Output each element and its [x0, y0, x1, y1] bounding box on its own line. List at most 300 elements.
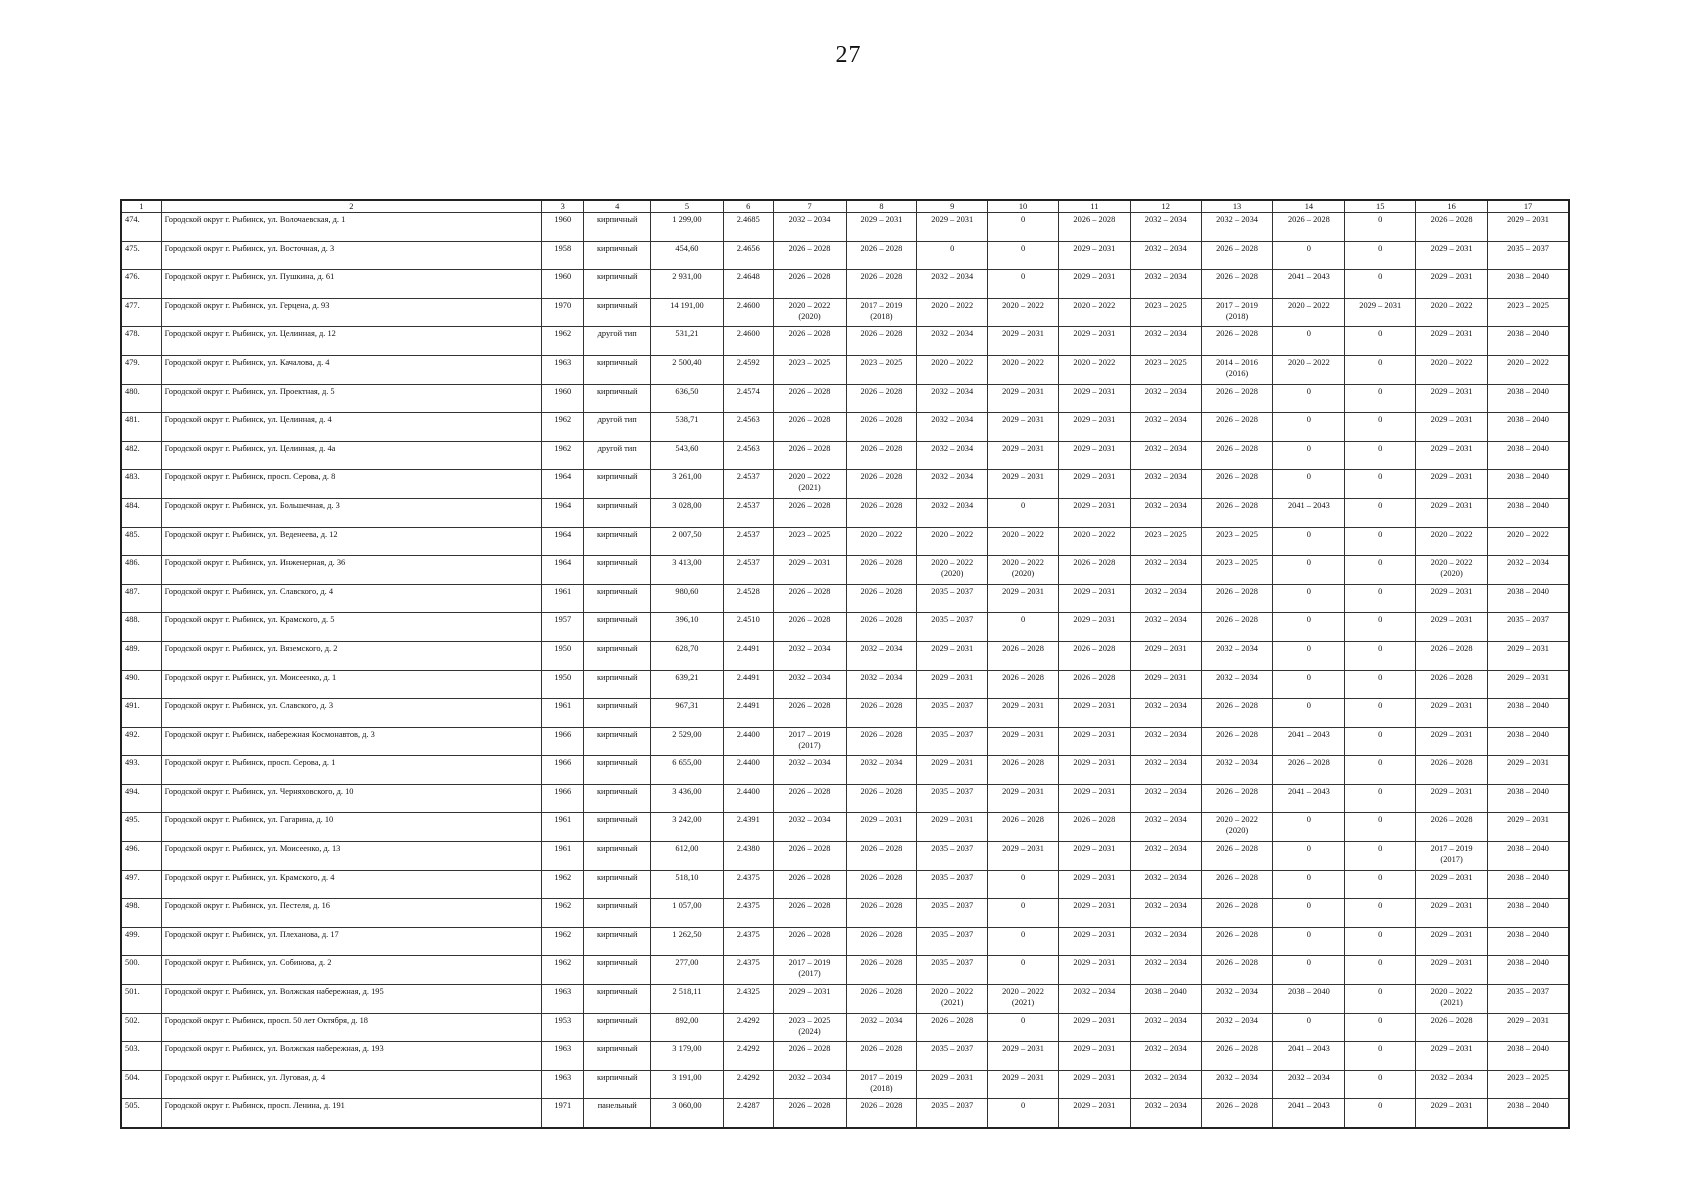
cell-value: кирпичный: [596, 529, 638, 539]
registry-table-container: [120, 199, 1570, 1129]
cell-value: 2020 – 2022: [931, 357, 974, 367]
period-cell-col-13: [1201, 584, 1273, 613]
cell-value: 0: [1306, 958, 1311, 968]
area-cell: [650, 1013, 723, 1042]
period-cell-col-7: [773, 985, 846, 1014]
cell-value: 2029 – 2031: [1073, 786, 1116, 796]
cell-value: 2035 – 2037: [931, 615, 974, 625]
cell-value: 2.4375: [736, 929, 760, 939]
row-number-cell: [121, 870, 161, 899]
period-cell-col-13: [1201, 1070, 1273, 1099]
period-cell-col-12: [1130, 1099, 1201, 1128]
cell-value: 2035 – 2037: [931, 1044, 974, 1054]
build-year-cell: [542, 1070, 584, 1099]
cell-value: 2026 – 2028: [860, 1101, 903, 1111]
period-cell-col-11: [1058, 699, 1130, 728]
period-cell-col-15: [1345, 384, 1416, 413]
period-cell-col-17: [1488, 298, 1570, 327]
cell-value: 3 179,00: [672, 1044, 702, 1054]
cell-value: 2026 – 2028: [1216, 929, 1258, 939]
period-cell-col-9: [917, 1042, 988, 1071]
cell-value: 0: [1378, 758, 1383, 768]
area-cell: [650, 355, 723, 384]
period-cell-col-14: [1273, 527, 1345, 556]
cell-value: 504.: [125, 1072, 140, 1082]
period-cell-col-10: [988, 355, 1059, 384]
period-cell-col-11: [1058, 927, 1130, 956]
build-year-cell: [542, 956, 584, 985]
table-row: [121, 441, 1569, 470]
period-cell-col-12: [1130, 413, 1201, 442]
cell-value: кирпичный: [596, 558, 638, 568]
cell-value: 2020 – 2022: [1002, 529, 1044, 539]
row-number-cell: [121, 641, 161, 670]
period-cell-col-7: [773, 498, 846, 527]
cell-value: 2.4375: [736, 958, 760, 968]
cell-value: 2020 – 2022: [1073, 529, 1116, 539]
address-cell: [161, 556, 541, 585]
cell-value: 2029 – 2031: [788, 558, 831, 568]
cell-value: 2020 – 2022: [1216, 815, 1258, 825]
period-cell-col-13: [1201, 527, 1273, 556]
cell-value: 2038 – 2040: [1507, 786, 1549, 796]
cell-value: 2023 – 2025: [788, 529, 831, 539]
period-cell-col-8: [846, 870, 917, 899]
period-cell-col-9: [917, 784, 988, 813]
period-cell-col-11: [1058, 813, 1130, 842]
cell-value: Городской округ г. Рыбинск, ул. Славского, д. 4: [164, 586, 334, 596]
cell-value: 2026 – 2028: [860, 386, 903, 396]
period-cell-col-14: [1273, 813, 1345, 842]
address-cell: [161, 613, 541, 642]
period-cell-col-11: [1058, 985, 1130, 1014]
period-cell-col-8: [846, 270, 917, 299]
cell-value: 980,60: [675, 586, 699, 596]
period-cell-col-16: [1416, 298, 1488, 327]
cell-value: 0: [950, 243, 955, 253]
cell-value: 0: [1020, 243, 1026, 253]
cell-value: 474.: [125, 215, 140, 224]
cell-value: 1961: [554, 815, 572, 825]
period-cell-col-13: [1201, 1099, 1273, 1128]
cell-value: Городской округ г. Рыбинск, просп. Серова, д. 1: [164, 758, 336, 768]
cell-value: 2023 – 2025: [1144, 529, 1187, 539]
address-cell: [161, 727, 541, 756]
cell-value: 2026 – 2028: [860, 901, 903, 911]
period-cell-col-16: [1416, 813, 1488, 842]
period-cell-col-10: [988, 956, 1059, 985]
period-cell-col-16: [1416, 584, 1488, 613]
period-cell-col-15: [1345, 927, 1416, 956]
period-cell-col-11: [1058, 270, 1130, 299]
cell-value: 483.: [125, 472, 140, 482]
cell-value: 2017 – 2019: [1430, 844, 1473, 854]
period-cell-col-8: [846, 441, 917, 470]
period-cell-col-13: [1201, 213, 1273, 242]
period-cell-col-7: [773, 756, 846, 785]
cell-value: 2029 – 2031: [931, 672, 974, 682]
row-number-cell: [121, 1013, 161, 1042]
period-cell-col-13: [1201, 956, 1273, 985]
wall-material-cell: [584, 1013, 651, 1042]
cell-value: 0: [1306, 615, 1311, 625]
period-cell-col-7: [773, 384, 846, 413]
cell-value: кирпичный: [596, 1072, 638, 1082]
cell-value: 2029 – 2031: [1002, 472, 1044, 482]
priority-index-cell: [723, 556, 773, 585]
address-cell: [161, 899, 541, 928]
period-cell-col-10: [988, 613, 1059, 642]
period-cell-col-7: [773, 727, 846, 756]
cell-value: 2038 – 2040: [1507, 958, 1549, 968]
period-cell-col-15: [1345, 956, 1416, 985]
row-number-cell: [121, 270, 161, 299]
cell-value: 2026 – 2028: [788, 872, 831, 882]
period-cell-col-11: [1058, 413, 1130, 442]
cell-value: 2032 – 2034: [1507, 558, 1549, 568]
area-cell: [650, 441, 723, 470]
cell-value: 475.: [125, 243, 140, 253]
period-cell-col-15: [1345, 527, 1416, 556]
period-cell-col-17: [1488, 1013, 1570, 1042]
cell-note: (2020): [1440, 569, 1463, 579]
build-year-cell: [542, 498, 584, 527]
cell-value: 488.: [125, 615, 140, 625]
period-cell-col-13: [1201, 298, 1273, 327]
period-cell-col-16: [1416, 327, 1488, 356]
cell-value: 2026 – 2028: [788, 386, 831, 396]
cell-value: 2032 – 2034: [1144, 701, 1187, 711]
cell-value: Городской округ г. Рыбинск, ул. Восточная, д. 3: [164, 243, 335, 253]
period-cell-col-7: [773, 213, 846, 242]
cell-value: 2035 – 2037: [931, 958, 974, 968]
address-cell: [161, 670, 541, 699]
address-cell: [161, 1013, 541, 1042]
cell-value: 0: [1378, 243, 1383, 253]
cell-value: 14 191,00: [670, 300, 704, 310]
period-cell-col-16: [1416, 1013, 1488, 1042]
cell-value: кирпичный: [596, 643, 638, 653]
cell-value: 2023 – 2025: [1216, 558, 1258, 568]
cell-value: 1960: [554, 215, 572, 224]
area-cell: [650, 699, 723, 728]
period-cell-col-14: [1273, 899, 1345, 928]
period-cell-col-10: [988, 441, 1059, 470]
build-year-cell: [542, 441, 584, 470]
period-cell-col-12: [1130, 870, 1201, 899]
cell-value: кирпичный: [596, 844, 638, 854]
address-cell: [161, 699, 541, 728]
priority-index-cell: [723, 213, 773, 242]
cell-value: 480.: [125, 386, 140, 396]
wall-material-cell: [584, 241, 651, 270]
cell-value: 2038 – 2040: [1507, 929, 1549, 939]
area-cell: [650, 1070, 723, 1099]
period-cell-col-13: [1201, 784, 1273, 813]
cell-value: 2032 – 2034: [1144, 1101, 1187, 1111]
cell-value: Городской округ г. Рыбинск, набережная Космонавтов, д. 3: [164, 729, 375, 739]
period-cell-col-15: [1345, 870, 1416, 899]
cell-value: 3 261,00: [672, 472, 702, 482]
period-cell-col-8: [846, 355, 917, 384]
wall-material-cell: [584, 441, 651, 470]
cell-value: 2026 – 2028: [860, 472, 903, 482]
cell-value: 486.: [125, 558, 140, 568]
cell-value: 2 007,50: [672, 529, 702, 539]
cell-value: кирпичный: [596, 872, 638, 882]
area-cell: [650, 470, 723, 499]
period-cell-col-15: [1345, 813, 1416, 842]
period-cell-col-13: [1201, 727, 1273, 756]
period-cell-col-9: [917, 842, 988, 871]
cell-value: 2029 – 2031: [1073, 901, 1116, 911]
cell-value: 2029 – 2031: [1073, 701, 1116, 711]
cell-value: 2029 – 2031: [1430, 586, 1473, 596]
cell-value: кирпичный: [596, 958, 638, 968]
period-cell-col-11: [1058, 756, 1130, 785]
cell-value: Городской округ г. Рыбинск, ул. Волжская набережная, д. 193: [164, 1044, 384, 1054]
cell-value: кирпичный: [596, 472, 638, 482]
period-cell-col-16: [1416, 1042, 1488, 1071]
address-cell: [161, 298, 541, 327]
cell-value: другой тип: [597, 443, 637, 453]
period-cell-col-11: [1058, 498, 1130, 527]
cell-value: 0: [1306, 643, 1311, 653]
cell-value: 2026 – 2028: [1216, 615, 1258, 625]
cell-note: (2021): [1011, 998, 1035, 1008]
cell-note: (2020): [1011, 569, 1035, 579]
period-cell-col-15: [1345, 727, 1416, 756]
cell-value: 2035 – 2037: [931, 701, 974, 711]
cell-value: 2020 – 2022: [1507, 357, 1549, 367]
cell-value: 2026 – 2028: [1216, 272, 1258, 282]
cell-value: 2026 – 2028: [788, 415, 831, 425]
cell-value: 1962: [554, 443, 572, 453]
build-year-cell: [542, 727, 584, 756]
cell-value: 2026 – 2028: [860, 872, 903, 882]
cell-value: кирпичный: [596, 786, 638, 796]
cell-value: 2029 – 2031: [1073, 872, 1116, 882]
period-cell-col-11: [1058, 1099, 1130, 1128]
period-cell-col-8: [846, 899, 917, 928]
cell-value: 2032 – 2034: [860, 672, 903, 682]
period-cell-col-8: [846, 527, 917, 556]
build-year-cell: [542, 298, 584, 327]
cell-value: 2032 – 2034: [1144, 729, 1187, 739]
period-cell-col-17: [1488, 899, 1570, 928]
cell-value: 1 299,00: [672, 215, 702, 224]
area-cell: [650, 813, 723, 842]
cell-value: 2020 – 2022: [931, 529, 974, 539]
cell-value: 2026 – 2028: [1216, 872, 1258, 882]
cell-value: 0: [1306, 844, 1311, 854]
period-cell-col-16: [1416, 727, 1488, 756]
period-cell-col-11: [1058, 899, 1130, 928]
cell-value: кирпичный: [596, 929, 638, 939]
cell-value: 2029 – 2031: [1073, 243, 1116, 253]
period-cell-col-15: [1345, 670, 1416, 699]
cell-value: 2026 – 2028: [1430, 815, 1473, 825]
table-row: [121, 1099, 1569, 1128]
period-cell-col-13: [1201, 384, 1273, 413]
cell-value: 967,31: [675, 701, 699, 711]
cell-value: 2026 – 2028: [788, 786, 831, 796]
table-header-row: [121, 200, 1569, 213]
cell-value: Городской округ г. Рыбинск, просп. Серова, д. 8: [164, 472, 336, 482]
cell-value: 502.: [125, 1015, 140, 1025]
build-year-cell: [542, 641, 584, 670]
cell-value: 1957: [554, 615, 572, 625]
cell-value: 2.4380: [736, 844, 760, 854]
cell-value: 2029 – 2031: [1073, 758, 1116, 768]
wall-material-cell: [584, 1070, 651, 1099]
cell-value: 2026 – 2028: [1216, 472, 1258, 482]
period-cell-col-13: [1201, 470, 1273, 499]
cell-value: 2029 – 2031: [1430, 329, 1473, 339]
priority-index-cell: [723, 956, 773, 985]
cell-value: 2 518,11: [672, 987, 702, 997]
period-cell-col-17: [1488, 556, 1570, 585]
table-row: [121, 241, 1569, 270]
cell-value: 2.4537: [736, 472, 760, 482]
period-cell-col-14: [1273, 670, 1345, 699]
cell-value: 2 931,00: [672, 272, 702, 282]
cell-value: 0: [1378, 415, 1383, 425]
period-cell-col-9: [917, 956, 988, 985]
area-cell: [650, 756, 723, 785]
cell-value: 1962: [554, 872, 572, 882]
cell-note: (2024): [798, 1026, 821, 1036]
period-cell-col-13: [1201, 756, 1273, 785]
cell-value: 1963: [554, 1072, 572, 1082]
cell-value: 2032 – 2034: [788, 672, 831, 682]
period-cell-col-10: [988, 870, 1059, 899]
area-cell: [650, 241, 723, 270]
cell-note: (2020): [1225, 826, 1249, 836]
area-cell: [650, 870, 723, 899]
cell-value: 2032 – 2034: [1073, 987, 1116, 997]
cell-value: 2032 – 2034: [1144, 586, 1187, 596]
column-header-11: 11: [1058, 200, 1130, 213]
cell-value: 1964: [554, 472, 572, 482]
priority-index-cell: [723, 870, 773, 899]
cell-value: 2029 – 2031: [1073, 500, 1116, 510]
cell-value: 2.4537: [736, 529, 760, 539]
area-cell: [650, 613, 723, 642]
cell-value: 1971: [554, 1101, 572, 1111]
period-cell-col-16: [1416, 470, 1488, 499]
cell-value: Городской округ г. Рыбинск, ул. Славского, д. 3: [164, 701, 334, 711]
cell-value: 454,60: [675, 243, 699, 253]
period-cell-col-16: [1416, 270, 1488, 299]
build-year-cell: [542, 584, 584, 613]
wall-material-cell: [584, 327, 651, 356]
row-number-cell: [121, 727, 161, 756]
period-cell-col-15: [1345, 413, 1416, 442]
cell-value: 2017 – 2019: [1216, 300, 1258, 310]
period-cell-col-17: [1488, 241, 1570, 270]
period-cell-col-12: [1130, 985, 1201, 1014]
cell-value: 0: [1306, 901, 1311, 911]
cell-value: 0: [1378, 815, 1383, 825]
period-cell-col-15: [1345, 327, 1416, 356]
period-cell-col-13: [1201, 699, 1273, 728]
cell-value: 2041 – 2043: [1287, 786, 1330, 796]
cell-value: 2029 – 2031: [1507, 643, 1549, 653]
area-cell: [650, 498, 723, 527]
cell-value: 0: [1378, 215, 1383, 224]
wall-material-cell: [584, 927, 651, 956]
period-cell-col-15: [1345, 298, 1416, 327]
period-cell-col-12: [1130, 327, 1201, 356]
period-cell-col-17: [1488, 498, 1570, 527]
period-cell-col-17: [1488, 584, 1570, 613]
cell-value: 500.: [125, 958, 140, 968]
period-cell-col-16: [1416, 441, 1488, 470]
cell-value: 2032 – 2034: [1144, 815, 1187, 825]
priority-index-cell: [723, 1070, 773, 1099]
cell-value: 2029 – 2031: [1002, 586, 1044, 596]
cell-value: 2032 – 2034: [1144, 443, 1187, 453]
address-cell: [161, 498, 541, 527]
cell-value: 2032 – 2034: [1144, 558, 1187, 568]
period-cell-col-11: [1058, 556, 1130, 585]
period-cell-col-10: [988, 584, 1059, 613]
cell-value: 2026 – 2028: [788, 329, 831, 339]
priority-index-cell: [723, 527, 773, 556]
period-cell-col-7: [773, 842, 846, 871]
period-cell-col-13: [1201, 641, 1273, 670]
area-cell: [650, 413, 723, 442]
cell-value: 2023 – 2025: [788, 357, 831, 367]
cell-value: 2026 – 2028: [788, 1101, 831, 1111]
cell-value: 2026 – 2028: [860, 929, 903, 939]
area-cell: [650, 556, 723, 585]
cell-value: 0: [1378, 872, 1383, 882]
cell-value: 1958: [554, 243, 572, 253]
cell-value: 612,00: [675, 844, 699, 854]
priority-index-cell: [723, 727, 773, 756]
cell-value: 2032 – 2034: [1216, 1015, 1258, 1025]
cell-value: 2026 – 2028: [1430, 672, 1473, 682]
period-cell-col-15: [1345, 470, 1416, 499]
period-cell-col-15: [1345, 613, 1416, 642]
cell-value: 2029 – 2031: [1002, 1044, 1044, 1054]
cell-value: 2020 – 2022: [1287, 357, 1330, 367]
cell-value: 2029 – 2031: [1073, 1101, 1116, 1111]
cell-value: 2020 – 2022: [1002, 558, 1044, 568]
row-number-cell: [121, 241, 161, 270]
cell-value: 2020 – 2022: [788, 300, 831, 310]
cell-value: 0: [1378, 329, 1383, 339]
cell-value: 2032 – 2034: [860, 1015, 903, 1025]
cell-value: 2041 – 2043: [1287, 1101, 1330, 1111]
address-cell: [161, 784, 541, 813]
table-row: [121, 327, 1569, 356]
period-cell-col-7: [773, 413, 846, 442]
cell-value: 2032 – 2034: [1144, 901, 1187, 911]
period-cell-col-13: [1201, 670, 1273, 699]
period-cell-col-17: [1488, 927, 1570, 956]
area-cell: [650, 213, 723, 242]
cell-value: 2029 – 2031: [1430, 701, 1473, 711]
cell-value: кирпичный: [596, 815, 638, 825]
cell-value: 2026 – 2028: [1430, 643, 1473, 653]
build-year-cell: [542, 927, 584, 956]
period-cell-col-12: [1130, 441, 1201, 470]
cell-value: 1961: [554, 844, 572, 854]
cell-value: кирпичный: [596, 357, 638, 367]
